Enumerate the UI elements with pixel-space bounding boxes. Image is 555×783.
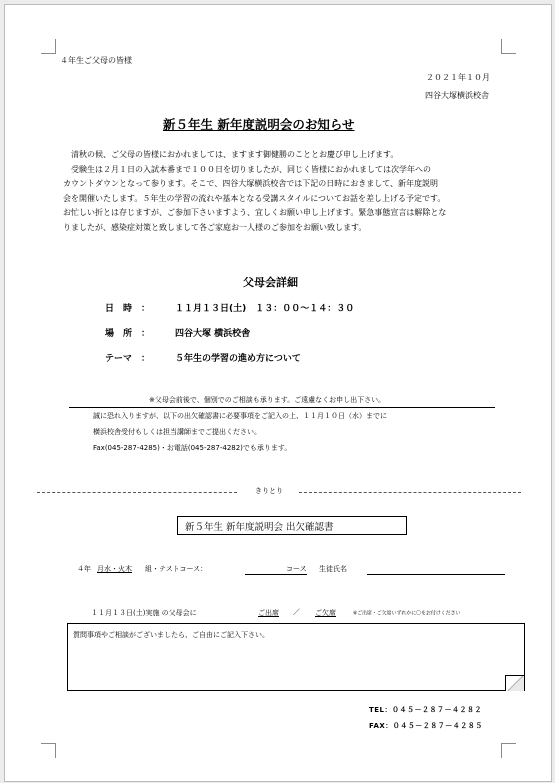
crop-mark-bottom-right <box>501 743 516 758</box>
name-label: 生徒氏名 <box>319 565 347 573</box>
detail-value: ５年生の学習の進め方について <box>175 354 301 364</box>
class-field[interactable]: 月水・火木 <box>97 565 132 573</box>
crop-mark-top-left <box>41 39 56 54</box>
page-title: 新５年生 新年度説明会のお知らせ <box>163 117 355 132</box>
school-name: 四谷大塚横浜校舎 <box>425 91 489 100</box>
document-page <box>4 4 552 782</box>
note-line: 誠に恐れ入りますが、以下の出欠確認書に必要事項をご記入の上、１１月１０日（水）までに <box>93 412 387 420</box>
form-title: 新５年生 新年度説明会 出欠確認書 <box>185 522 334 533</box>
cut-line-left <box>37 492 237 493</box>
detail-label: テーマ ： <box>105 354 151 364</box>
crop-mark-bottom-left <box>41 743 56 758</box>
cut-label: きりとり <box>255 487 283 495</box>
cut-line-right <box>299 492 521 493</box>
note-line: 横浜校舎受付もしくは担当講師までご提出ください。 <box>93 428 261 436</box>
grade-label: ４年 <box>77 565 91 573</box>
crop-mark-top-right <box>501 39 516 54</box>
name-field[interactable] <box>367 574 505 575</box>
attend-option[interactable]: ご出席 <box>258 609 279 617</box>
fax-number: FAX：０４５－２８７－４２８５ <box>369 722 483 730</box>
body-line: りましたが、感染症対策と致しまして各ご家庭お一人様のご参加をお願い致します。 <box>63 222 367 232</box>
body-line: 受験生は２月１日の入試本番まで１００日を切りましたが、同じく皆様におかれましては次学年への <box>71 164 431 174</box>
body-line: お忙しい折とは存じますが、ご参加下さいますよう、宜しくお願い申し上げます。緊急事態宣言は解除とな <box>63 208 447 217</box>
course-field[interactable]: コース <box>286 565 307 573</box>
date: ２０２１年１０月 <box>426 73 490 82</box>
attendance-note: ※ご出席・ご欠席いずれかに〇をお付けください <box>353 610 461 617</box>
attendance-text: １１月１３日(土)実施 の父母会に <box>91 609 197 617</box>
detail-label: 場 所 ： <box>105 329 151 339</box>
details-title: 父母会詳細 <box>243 276 298 289</box>
page-curl <box>505 675 524 691</box>
note-line: Fax(045-287-4285)・お電話(045-287-4282)でも承ります。 <box>93 444 292 452</box>
body-line: カウントダウンとなって参ります。そこで、四谷大塚横浜校舎では下記の日時におきまして、新年度説明 <box>63 179 439 188</box>
body-line: 会を開催いたします。５年生の学習の流れや基本となる受講スタイルについてお話を差し上げる予定です。 <box>63 193 446 203</box>
absent-option[interactable]: ご欠席 <box>315 609 336 617</box>
detail-label: 日 時 ： <box>105 304 151 314</box>
body-line: 清秋の候、ご父母の皆様におかれましては、ますます御健勝のこととお慶び申し上げます。 <box>71 150 399 159</box>
class-suffix: 組・テストコース： <box>145 565 208 573</box>
comment-prompt: 質問事項やご相談がございましたら、ご自由にご記入下さい。 <box>73 631 269 639</box>
option-slash: ／ <box>293 608 300 616</box>
detail-value: １１月１３日(土) １３：００～１４：３０ <box>175 304 355 314</box>
addressee: ４年生ご父母の皆様 <box>60 56 132 65</box>
detail-value: 四谷大塚 横浜校舎 <box>175 329 251 339</box>
course-underline <box>245 574 307 575</box>
tel-number: TEL：０４５－２８７－４２８２ <box>369 706 483 714</box>
note-line: ※父母会前後で、個別でのご相談も承ります。ご遠慮なくお申し出下さい。 <box>149 396 386 404</box>
body-text <box>63 148 511 235</box>
